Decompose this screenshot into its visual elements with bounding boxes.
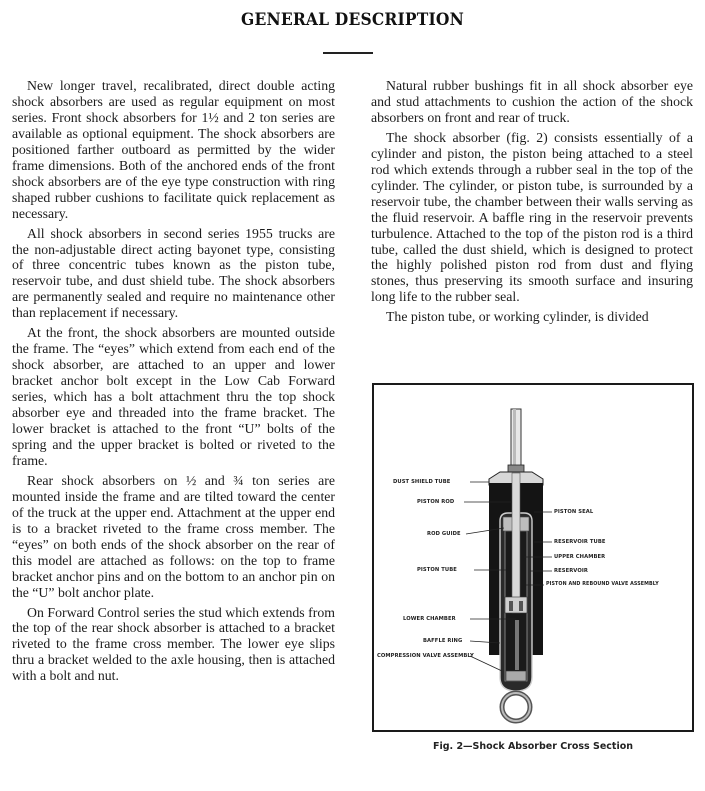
label-piston-seal: PISTON SEAL — [554, 509, 594, 515]
paragraph: Rear shock absorbers on ½ and ¾ ton series are mounted inside the frame and are tilted toward the center of the truck at the upper end. Attachment at the upper end is to a bracket riveted to the frame cross member. The “eyes” on both ends of the shock absorber on the rear of this model are attached as follows: on the top to frame bracket anchor pins and on the bottom to an anchor pin on the “U” bolt anchor plate. — [12, 472, 335, 600]
paragraph: At the front, the shock absorbers are mounted outside the frame. The “eyes” which extend from each end of the shock absorber, are attached to an upper and lower bracket anchor bolt except in the Low Cab Forward series, which has a bolt attachment thru the top shock absorber eye and threaded into the frame bracket. The lower bracket is attached to the front “U” bolts of the spring and the upper bracket is bolted or riveted to the frame. — [12, 325, 335, 468]
label-baffle-ring: BAFFLE RING — [423, 638, 463, 644]
label-piston-and-rebound-valve-assembly: PISTON AND REBOUND VALVE ASSEMBLY — [546, 582, 659, 587]
label-upper-chamber: UPPER CHAMBER — [554, 554, 606, 560]
paragraph: All shock absorbers in second series 1955 trucks are the non-adjustable direct acting bayonet type, consisting of three concentric tubes known as the piston tube, reservoir tube, and dust shield tube. The shock absorbers are permanently sealed and require no maintenance other than replacement if necessary. — [12, 225, 335, 321]
label-piston-rod: PISTON ROD — [417, 499, 455, 505]
label-rod-guide: ROD GUIDE — [427, 531, 461, 537]
label-reservoir: RESERVOIR — [554, 568, 588, 574]
paragraph: The piston tube, or working cylinder, is divided — [386, 309, 649, 325]
paragraph: On Forward Control series the stud which extends from the top of the rear shock absorber is attached to a bracket riveted to the frame cross member. The lower eye slips thru a bracket welded to the axle housing, then is attached with a bolt and nut. — [12, 604, 335, 684]
right-text-column — [371, 78, 693, 329]
left-text-column — [12, 78, 335, 688]
page-title: GENERAL DESCRIPTION — [241, 10, 464, 29]
figure-caption: Fig. 2—Shock Absorber Cross Section — [432, 741, 634, 752]
paragraph: The shock absorber (fig. 2) consists essentially of a cylinder and piston, the piston being attached to a steel rod which extends through a rubber seal in the top of the cylinder. The cylinder, or piston tube, is surrounded by a reservoir tube, the chamber between their walls serving as the fluid reservoir. A baffle ring in the reservoir prevents turbulence. Attached to the top of the piston rod is a third tube, called the dust shield, which is designed to protect the highly polished piston rod from dust and flying stones, thus preserving its smooth surface and insuring long life to the rubber seal. — [371, 129, 693, 305]
label-dust-shield-tube: DUST SHIELD TUBE — [393, 479, 451, 485]
label-compression-valve-assembly: COMPRESSION VALVE ASSEMBLY — [377, 653, 474, 659]
paragraph: Natural rubber bushings fit in all shock absorber eye and stud attachments to cushion the action of the shock absorbers on front and rear of truck. — [371, 78, 693, 125]
title-divider — [323, 52, 373, 54]
paragraph: New longer travel, recalibrated, direct double acting shock absorbers are used as regular equipment on most series. Front shock absorbers for 1½ and 2 ton series are available as optional equipment. The shock absorbers are positioned farther outboard as permitted by the wider frame dimensions. Both of the anchored ends of the front shock absorbers are of the eye type construction with ring shaped rubber cushions to facilitate quick replacement as necessary. — [12, 78, 335, 221]
label-reservoir-tube: RESERVOIR TUBE — [554, 539, 606, 545]
shock-absorber-illustration — [374, 385, 696, 734]
figure-shock-absorber-cross-section — [372, 383, 694, 732]
label-piston-tube: PISTON TUBE — [417, 567, 457, 573]
label-lower-chamber: LOWER CHAMBER — [403, 616, 456, 622]
